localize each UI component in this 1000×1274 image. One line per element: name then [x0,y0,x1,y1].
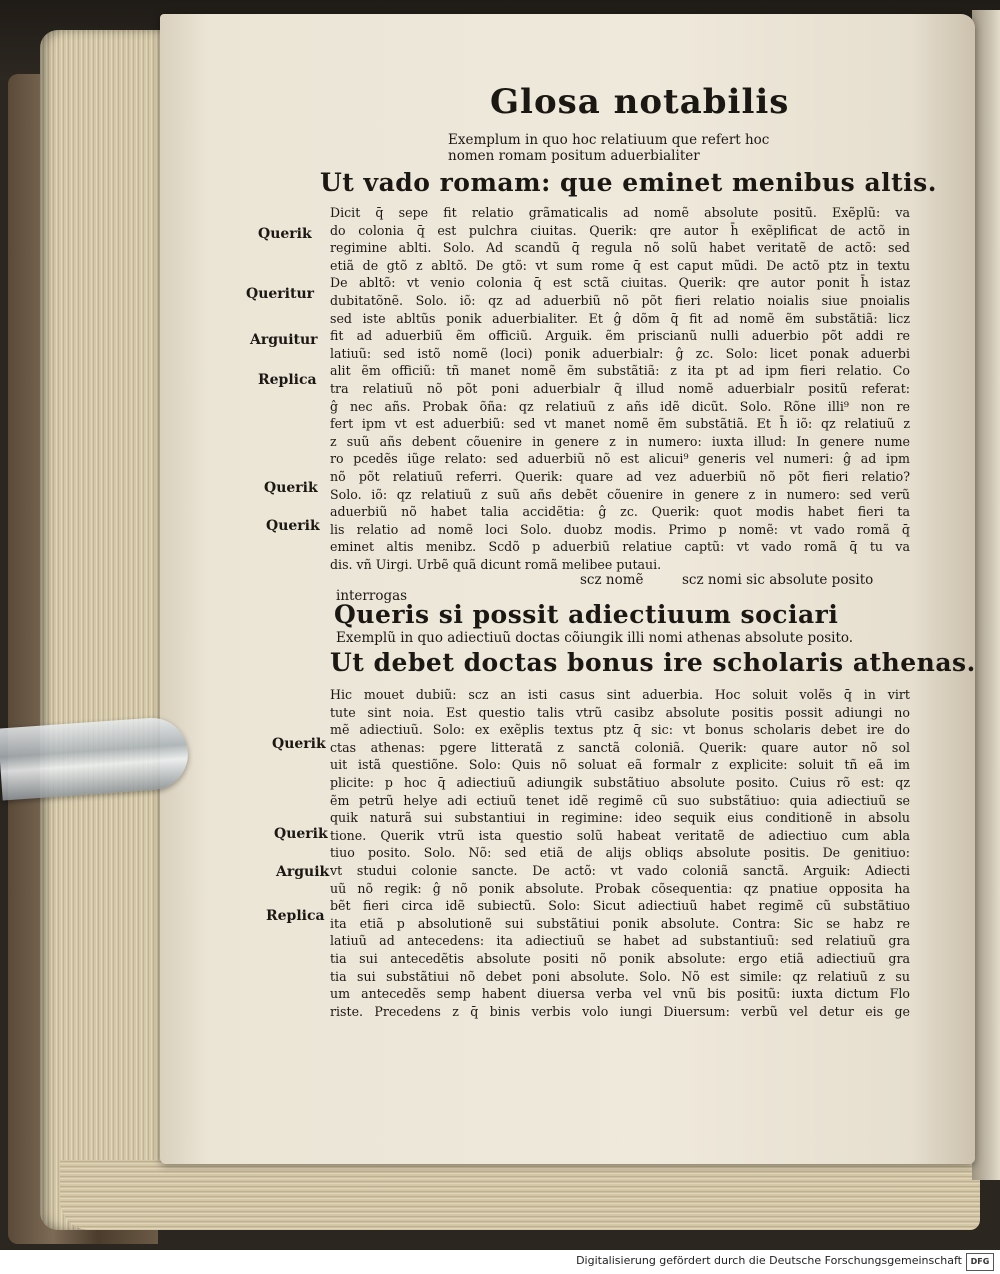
commentary-line: ctas athenas: pgere litteratã z sanctã coloniã. Querik: quare autor nõ sol [330,739,910,755]
commentary-line: etiã de gtõ z abltõ. De gtõ: vt sum rome q̄ est caput mũdi. De actõ ptz in textu [330,257,910,273]
commentary-line: fit ad aduerbiũ ẽm officiũ. Arguik. ẽm priscianũ nulli aduerbio põt addi re [330,328,910,344]
commentary-line: regimine ablti. Solo. Ad scandũ q̄ regula nõ solũ habet veritatẽ de actõ: sed [330,240,910,256]
dfg-logo: DFG [966,1253,994,1271]
commentary-line: tia sui antecedẽtis absolute positi nõ ponik absolute: ergo etiã adiectiuũ gra [330,950,910,966]
commentary-line: tra relatiuũ nõ põt poni aduerbialr q̃ illud nomẽ aduerbialr positũ referat: [330,380,910,396]
commentary-line: ita etiã p absolutionẽ sui substãtiui ponik absolute. Contra: Sic se habz re [330,915,910,931]
commentary-line: ĝ nec añs. Probak õña: qz relatiuũ z añs idẽ dicũt. Solo. Rõne illi⁹ non re [330,398,910,414]
commentary-line: tute sint noia. Est questio talis vtrũ casibz absolute positis possit adiungi no [330,704,910,720]
next-page-edge [972,10,1000,1180]
commentary-line: eminet altis menibz. Scdõ p aduerbiũ relatiue captũ: vt vado romã q̄ tu va [330,539,910,555]
commentary-line: Hic mouet dubiũ: scz an isti casus sint aduerbia. Hoc soluit volẽs q̄ in virt [330,687,910,702]
commentary-line: vt studui colonie sancte. De actõ: vt vado coloniã sanctã. Arguik: Adiecti [330,862,910,878]
verse-1: Ut vado romam: que eminet menibus altis. [320,168,937,197]
commentary-line: Dicit q̄ sepe fit relatio grãmaticalis ad nomẽ absolute positũ. Exẽplũ: va [330,205,910,220]
margin-note: Queritur [246,286,314,302]
commentary-line: do colonia q̄ est pulchra ciuitas. Querik: qre autor h̄ exẽplificat de actõ in [330,222,910,238]
commentary-line: mẽ adiectiuũ. Solo: ex exẽplis textus ptz q̄ sic: vt bonus scholaris debet ire do [330,722,910,738]
commentary-line: latiuũ ad antecedens: ita adiectiuũ se habet ad substantiuũ: sed relatiuũ gra [330,933,910,949]
commentary-line: dis. vñ Uirgi. Urbẽ quã dicunt romã melibee putaui. [330,556,662,572]
glass-rod [0,716,190,801]
commentary-line: bẽt fieri circa idẽ subiectũ. Solo: Sicut adiectiuũ habet regimẽ cũ substãtiuo [330,898,910,914]
commentary-1 [330,204,910,573]
commentary-line: ẽm petrũ helye adi ectiuũ tenet idẽ regimẽ cũ suo substãtiuo: quia adiectiuũ se [330,792,910,808]
margin-note: Replica [266,908,325,924]
commentary-line: tia sui substãtiui nõ debet poni absolute. Solo. Nõ est simile: qz relatiuũ z su [330,968,910,984]
commentary-line: sed iste abltũs ponik aduerbialiter. Et ĝ dõm q̄ fit ad nomẽ ẽm substãtiã: licz [330,310,910,326]
gloss-a: scz nomẽ [580,572,644,588]
margin-note: Querik [266,518,320,534]
margin-note: Querik [272,736,326,752]
margin-note: Querik [274,826,328,842]
funding-credit: Digitalisierung gefördert durch die Deutsche Forschungsgemeinschaft [576,1254,962,1267]
commentary-line: quik naturã sui substantiui in regimine: ideo sequik eius conditionẽ in absolu [330,810,910,826]
margin-note: Arguik [276,864,330,880]
commentary-line: Solo. iõ: qz relatiuũ z suũ añs debẽt cõuenire in genere z in numero: sed verũ [330,486,910,502]
commentary-line: uũ nõ regik: ĝ nõ ponik absolute. Probak cõsequentia: qz pnatiue opposita ha [330,880,910,896]
verse-3: Ut debet doctas bonus ire scholaris athenas. [330,648,976,677]
commentary-line: lis relatio ad nomẽ loci Solo. duobz modis. Primo p nomẽ: vt vado romã q̄ [330,521,910,537]
commentary-line: tione. Querik vtrũ ista questio solũ habeat veritatẽ de adiectiuo cum abla [330,827,910,843]
page-edges-bottom [60,1160,980,1230]
commentary-line: aduerbiũ nõ habet talia accidẽtia: ĝ zc. Querik: quot modis habet fieri ta [330,504,910,520]
margin-note: Querik [258,226,312,242]
commentary-2 [330,686,910,1020]
page-title: Glosa notabilis [490,82,790,122]
commentary-line: uit istã questiõne. Solo: Quis nõ soluat eã formalr z explicite: soluit tñ eã im [330,757,910,773]
margin-note: Replica [258,372,317,388]
commentary-line: latiuũ: sed istõ nomẽ (loci) ponik aduerbialr: ĝ zc. Solo: licet ponak aduerbi [330,345,910,361]
intro-line-1: Exemplum in quo hoc relatiuum que refert hoc [448,132,770,148]
gloss-b: scz nomi sic absolute posito [682,572,874,588]
commentary-line: riste. Precedens z q̄ binis verbis volo iungi Diuersum: verbũ vel detur eis ge [330,1003,910,1019]
commentary-line: alit ẽm officiũ: tñ manet nomẽ ẽm substãtiã: z ita pt ad ipm fieri relatio. Co [330,363,910,379]
commentary-line: nõ põt relatiuũ referri. Querik: quare ad vez aduerbiũ nõ põt fieri relatio? [330,468,910,484]
gloss-c: interrogas [336,588,408,604]
commentary-line: ro pcedẽs iũge relato: sed aduerbiũ nõ est alicui⁹ generis vel numeri: ĝ ad ipm [330,451,910,467]
commentary-line: z suũ añs debent cõuenire in genere z in numero: iuxta illud: In genere nume [330,433,910,449]
margin-note: Querik [264,480,318,496]
page-edges-left [40,30,170,1230]
margin-note: Arguitur [250,332,318,348]
commentary-line: dubitatõnẽ. Solo. iõ: qz ad aduerbiũ nõ põt fieri relatio noialis siue pnoialis [330,292,910,308]
commentary-line: tiuo posito. Solo. Nõ: sed etiã de alijs obliqs absolute positis. De genitiuo: [330,845,910,861]
commentary-line: fert ipm vt est aduerbiũ: sed vt manet nomẽ ẽm substãtiã. Et h̄ iõ: qz relatiuũ z [330,416,910,432]
commentary-line: um antecedẽs semp habent diuersa verba vel vnũ bis positũ: iuxta dictum Flo [330,986,910,1002]
intro-line-3: Exemplũ in quo adiectiuũ doctas cõiungik illi nomi athenas absolute posito. [336,630,854,646]
commentary-line: De abltõ: vt venio colonia q̄ est sctã ciuitas. Querik: qre autor ponit h̄ istaz [330,275,910,291]
commentary-line: plicite: p hoc q̄ adiectiuũ adiungik substãtiuo absolute posito. Cuius rõ est: qz [330,774,910,790]
intro-line-2: nomen romam positum aduerbialiter [448,148,700,164]
footer-bar [0,1250,1000,1274]
verse-2: Queris si possit adiectiuum sociari [334,600,839,629]
